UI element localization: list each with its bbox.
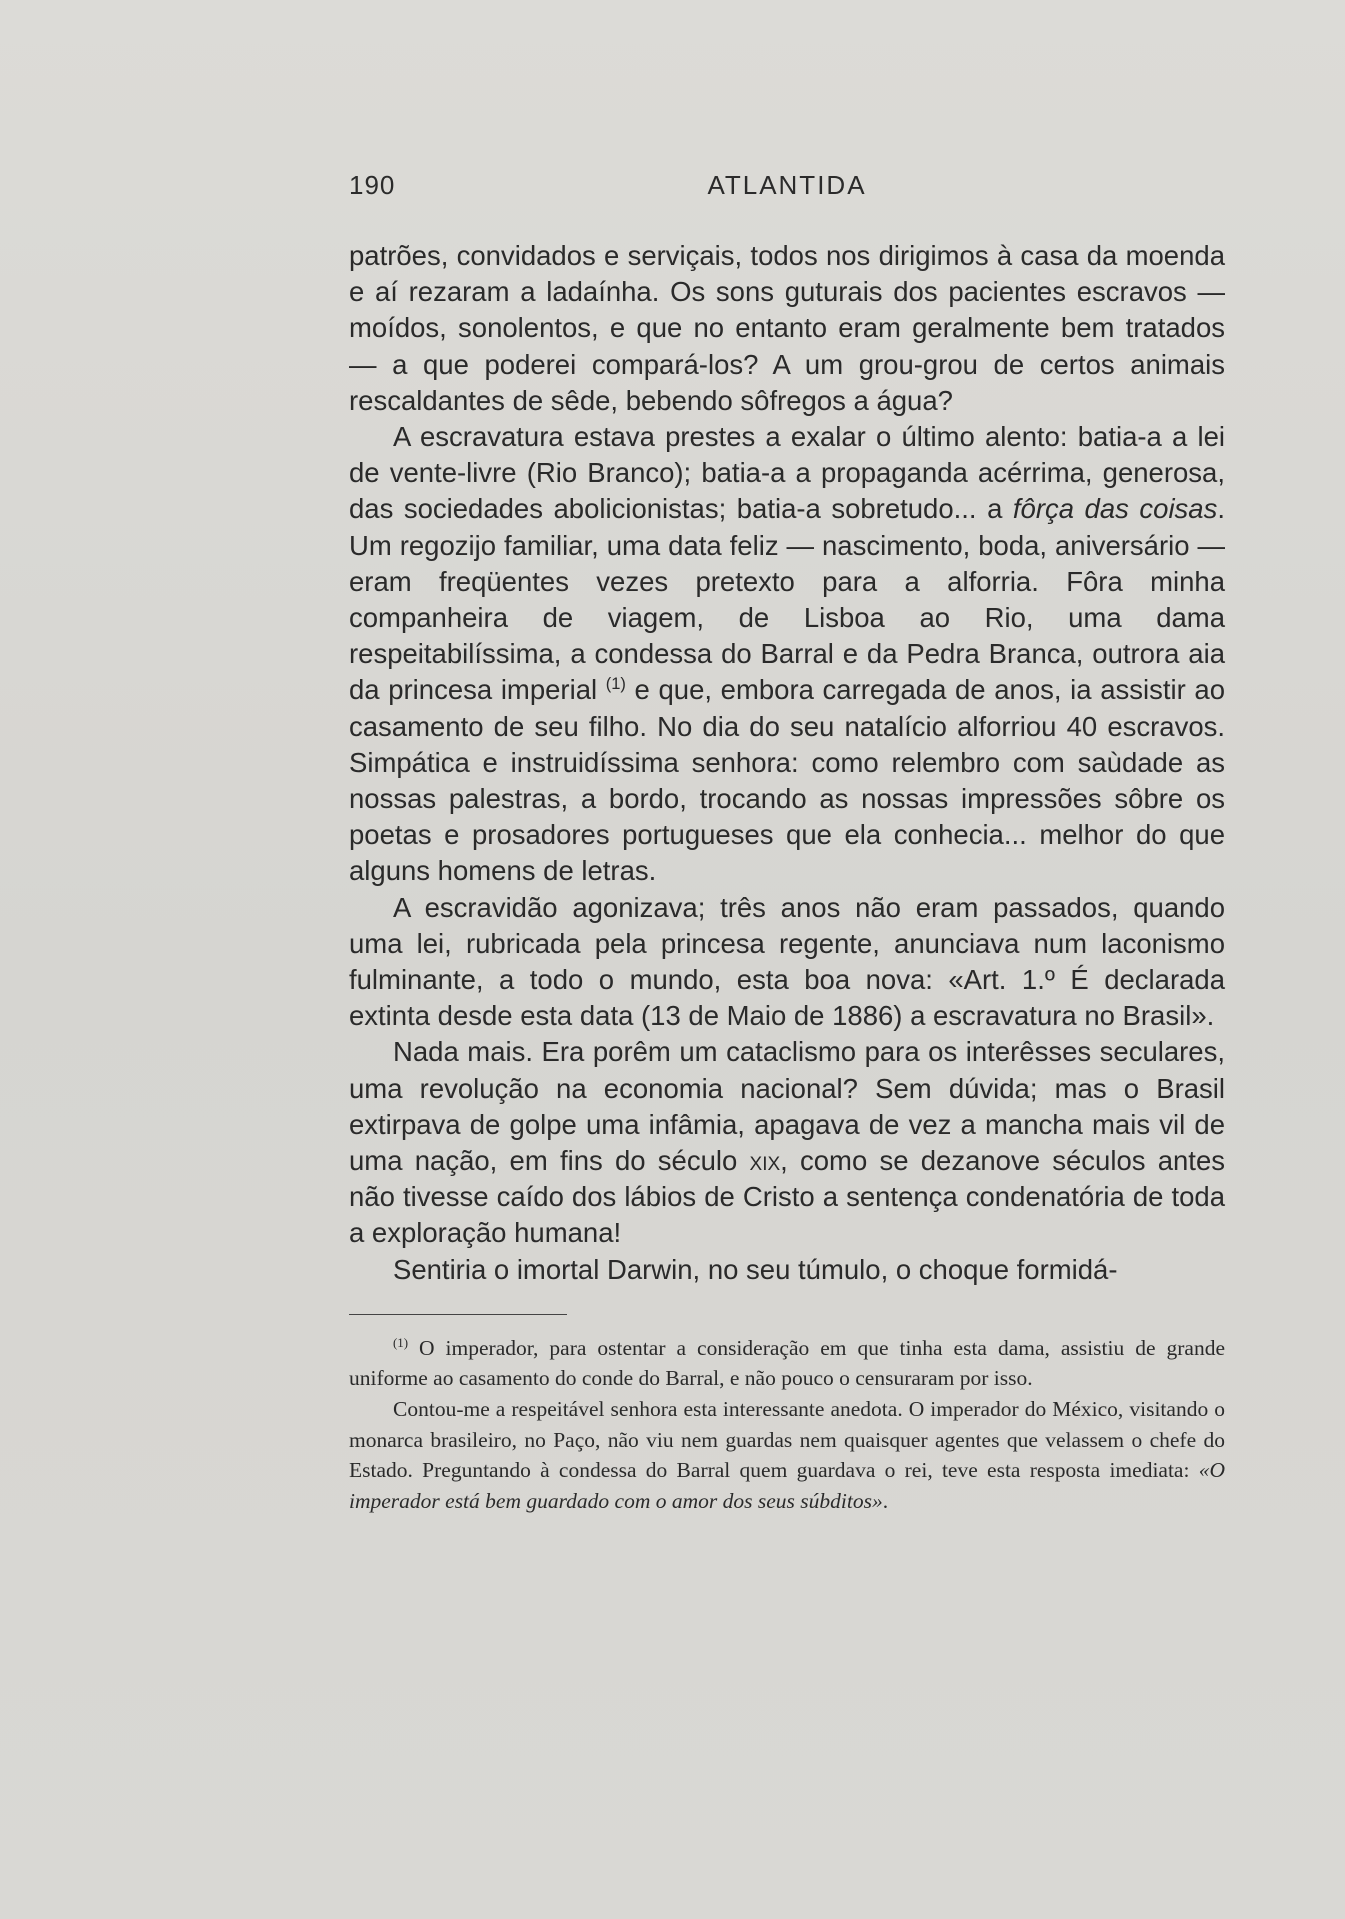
paragraph (349, 1252, 1225, 1288)
paragraph-text: Sentiria o imortal Darwin, no seu túmulo, o choque formidá- (393, 1253, 1118, 1285)
paragraph-text: Nada mais. Era porêm um cataclismo para os interêsses seculares, uma revolução na economia nacional? Sem dúvida; mas o Brasil extirpava de golpe uma infâmia, apagava de vez a mancha mais vil de uma nação, em fins do século (349, 1036, 1225, 1177)
footnote-reference: (1) (605, 675, 626, 694)
paragraph-text: A escravatura estava prestes a exalar o último alento: batia-a a lei de vente-livre (Rio Branco); batia-a a propaganda acérrima, generosa, das sociedades abolicionistas; batia-a sobretudo... a (349, 421, 1225, 525)
paragraph-text: e que, embora carregada de anos, ia assistir ao casamento de seu filho. No dia do seu natalício alforriou 40 escravos. Simpática e instruidíssima senhora: como relembro com saùdade as nossas palestras, a bordo, trocando as nossas impressões sôbre os poetas e prosadores portugueses que ela conhecia... melhor do que alguns homens de letras. (349, 674, 1225, 887)
body-text (349, 238, 1225, 1288)
page-content (349, 170, 1225, 1516)
footnote (349, 1394, 1225, 1516)
footnote-text: O imperador, para ostentar a consideração em que tinha esta dama, assistiu de grande uniforme ao casamento do conde do Barral, e não pouco o censuraram por isso. (349, 1335, 1225, 1391)
century-numeral: xix (749, 1145, 781, 1177)
footnotes (349, 1333, 1225, 1517)
paragraph-text: , como se dezanove séculos antes não tivesse caído dos lábios de Cristo a sentença condenatória de toda a exploração humana! (349, 1145, 1225, 1249)
paragraph (349, 1034, 1225, 1251)
footnote-rule (349, 1314, 567, 1315)
footnote-marker: (1) (393, 1335, 409, 1350)
italic-quote: «O imperador está bem guardado com o amor dos seus súbditos» (349, 1458, 1225, 1513)
paragraph (349, 890, 1225, 1035)
paragraph-text: A escravidão agonizava; três anos não eram passados, quando uma lei, rubricada pela princesa regente, anunciava num laconismo fulminante, a todo o mundo, esta boa nova: «Art. 1.º É declarada extinta desde esta data (13 de Maio de 1886) a escravatura no Brasil». (349, 891, 1225, 1032)
running-head (349, 170, 1225, 210)
italic-phrase: fôrça das coisas (1012, 493, 1218, 525)
page-number: 190 (349, 170, 396, 200)
paragraph (349, 419, 1225, 890)
footnote-text: Contou-me a respeitável senhora esta interessante anedota. O imperador do México, visitando o monarca brasileiro, no Paço, não viu nem guardas nem quaisquer agentes que velassem o chefe do Estado. Preguntando à condessa do Barral quem guardava o rei, teve esta resposta imediata: (349, 1397, 1225, 1483)
footnote (349, 1333, 1225, 1394)
paragraph (349, 238, 1225, 419)
paragraph-text: patrões, convidados e serviçais, todos nos dirigimos à casa da moenda e aí rezaram a ladaínha. Os sons guturais dos pacientes escravos — moídos, sonolentos, e que no entanto eram geralmente bem tratados — a que poderei compará-los? A um grou-grou de certos animais rescaldantes de sêde, bebendo sôfregos a água? (349, 240, 1225, 416)
footnote-text: . (882, 1488, 889, 1513)
running-title: ATLANTIDA (707, 170, 867, 200)
paragraph-text: . Um regozijo familiar, uma data feliz — nascimento, boda, aniversário — eram freqüentes vezes pretexto para a alforria. Fôra minha companheira de viagem, de Lisboa ao Rio, uma dama respeitabilíssima, a condessa do Barral e da Pedra Branca, outrora aia da princesa imperial (349, 493, 1225, 706)
